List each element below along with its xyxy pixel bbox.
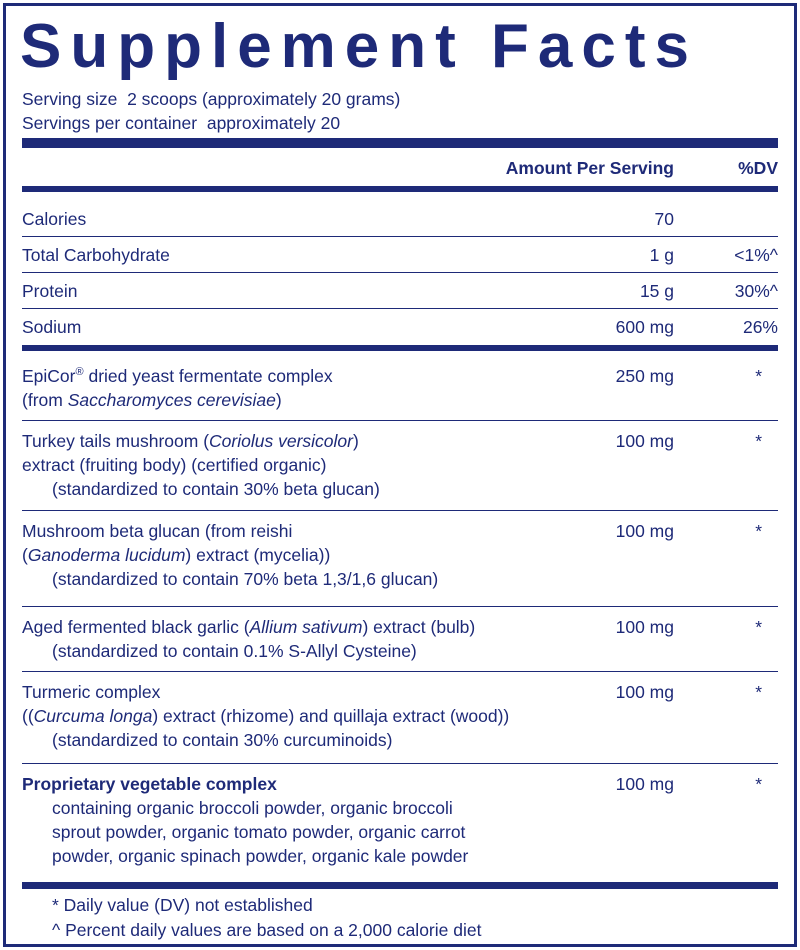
nutrient-amount: 1 g: [649, 245, 674, 265]
ingredient-dv: *: [755, 431, 762, 451]
row-divider: [22, 308, 778, 309]
ingredient-dv: *: [755, 521, 762, 541]
bottom-divider: [22, 882, 778, 889]
row-divider: [22, 606, 778, 607]
serving-size: [22, 88, 400, 110]
serving-size-value: 2 scoops (approximately 20 grams): [127, 89, 401, 109]
servings-per-container-label: Servings per container: [22, 113, 198, 133]
ingredient-name: Turmeric complex ((Curcuma longa) extract (rhizome) and quillaja extract (wood)) (standardized to contain 30% curcuminoids): [22, 682, 510, 750]
ingredient-dv: *: [755, 774, 762, 794]
servings-per-container-value: approximately 20: [206, 113, 341, 133]
ingredient-amount: 100 mg: [615, 617, 674, 637]
dv-header: %DV: [738, 158, 778, 178]
registered-mark: ®: [75, 366, 84, 379]
amount-per-serving-header: Amount Per Serving: [505, 158, 674, 178]
row-divider: [22, 272, 778, 273]
ingredient-name: Turkey tails mushroom (Coriolus versicolor) extract (fruiting body) (certified organic) (standardized to contain 30% beta glucan): [22, 431, 380, 499]
ingredient-name: Mushroom beta glucan (from reishi (Ganoderma lucidum) extract (mycelia)) (standardized to contain 70% beta 1,3/1,6 glucan): [22, 521, 439, 589]
row-divider: [22, 763, 778, 764]
nutrient-dv: 30%^: [734, 281, 778, 301]
ingredient-dv: *: [755, 617, 762, 637]
medium-divider: [22, 345, 778, 351]
nutrient-dv: <1%^: [734, 245, 778, 265]
nutrient-name: Total Carbohydrate: [22, 245, 170, 265]
footnote-dv: * Daily value (DV) not established: [52, 895, 313, 915]
ingredient-name: Proprietary vegetable complex containing organic broccoli powder, organic broccoli sprout powder, organic tomato powder, organic carrot powder, organic spinach powder, organic kale powder: [22, 774, 469, 866]
servings-per-container: [22, 112, 340, 134]
ingredient-amount: 100 mg: [615, 774, 674, 794]
ingredient-name: EpiCor® dried yeast fermentate complex (from Saccharomyces cerevisiae): [22, 366, 333, 410]
nutrient-amount: 70: [654, 209, 674, 229]
ingredient-dv: *: [755, 366, 762, 386]
row-divider: [22, 671, 778, 672]
nutrient-amount: 15 g: [639, 281, 674, 301]
ingredient-amount: 100 mg: [615, 521, 674, 541]
footnote-percent: ^ Percent daily values are based on a 2,000 calorie diet: [52, 920, 482, 940]
nutrient-dv: 26%: [742, 317, 778, 337]
ingredient-name: Aged fermented black garlic (Allium sativum) extract (bulb) (standardized to contain 0.1% S-Allyl Cysteine): [22, 617, 476, 661]
thick-divider: [22, 138, 778, 148]
ingredient-amount: 250 mg: [615, 366, 674, 386]
row-divider: [22, 510, 778, 511]
nutrient-name: Protein: [22, 281, 78, 301]
medium-divider: [22, 186, 778, 192]
nutrient-name: Sodium: [22, 317, 82, 337]
nutrient-amount: 600 mg: [615, 317, 674, 337]
supplement-facts-panel: [3, 3, 797, 947]
ingredient-amount: 100 mg: [615, 431, 674, 451]
row-divider: [22, 420, 778, 421]
panel-title: Supplement Facts: [20, 12, 698, 81]
ingredient-dv: *: [755, 682, 762, 702]
ingredient-amount: 100 mg: [615, 682, 674, 702]
serving-size-label: Serving size: [22, 89, 118, 109]
nutrient-name: Calories: [22, 209, 87, 229]
row-divider: [22, 236, 778, 237]
